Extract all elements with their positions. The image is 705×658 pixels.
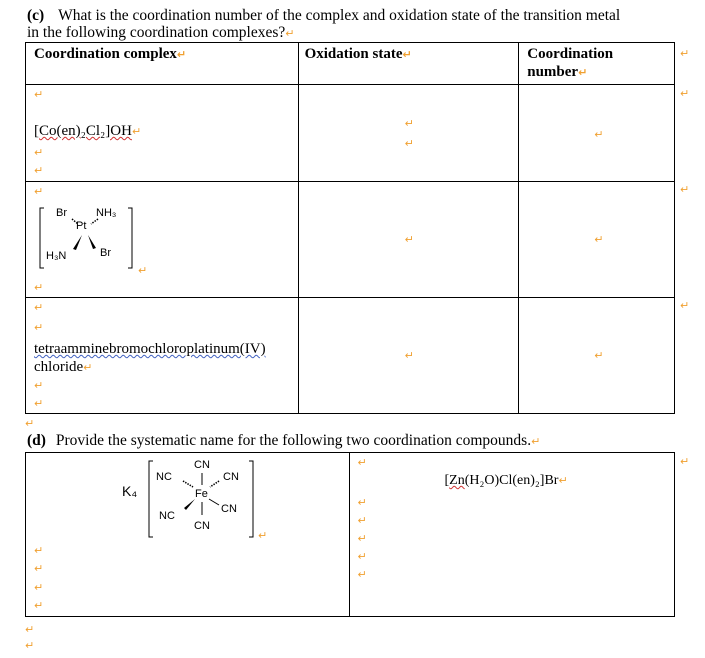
paragraph-mark-icon: ↵ [131, 125, 142, 138]
paragraph-mark-icon: ↵ [594, 128, 604, 141]
paragraph-mark-icon: ↵ [594, 349, 604, 362]
compounds-row [26, 453, 675, 617]
question-c-label: (c) [27, 7, 45, 24]
paragraph-mark-icon: ↵ [176, 48, 187, 61]
row3-coordination-cell [519, 298, 675, 414]
paragraph-mark-icon: ↵ [34, 379, 44, 392]
paragraph-mark-icon: ↵ [34, 544, 44, 557]
br-bottom-label: Br [100, 247, 111, 259]
question-c [27, 8, 697, 24]
row1-complex-formula [34, 123, 141, 140]
question-c-line1: What is the coordination number of the complex and oxidation state of the transition metal [58, 7, 621, 24]
cn-lower-right-label: CN [221, 503, 237, 515]
paragraph-mark-icon: ↵ [357, 568, 367, 581]
cn-top-label: CN [194, 459, 210, 471]
h3n-label: H₃N [46, 250, 67, 262]
paragraph-mark-icon: ↵ [357, 550, 367, 563]
paragraph-mark-icon: ↵ [34, 185, 44, 198]
paragraph-mark-icon: ↵ [34, 301, 44, 314]
row3-name-line2: chloride [34, 359, 84, 375]
paragraph-mark-icon: ↵ [357, 456, 367, 469]
paragraph-mark-icon: ↵ [34, 321, 44, 334]
header-coordination-label-1: Coordination [527, 46, 614, 62]
fe-label: Fe [195, 488, 208, 500]
paragraph-mark-icon: ↵ [404, 117, 414, 130]
row1-coordination-cell [519, 85, 675, 182]
nh3-label: NH₃ [96, 207, 117, 219]
question-c-line2-wrap [27, 25, 295, 41]
paragraph-mark-icon: ↵ [34, 599, 44, 612]
paragraph-mark-icon: ↵ [25, 623, 35, 636]
question-d-text: Provide the systematic name for the following two coordination compounds. [55, 432, 532, 449]
pt-label: Pt [76, 220, 87, 232]
compound1-cell [26, 453, 350, 617]
k4-label: K₄ [122, 483, 138, 499]
ferrocyanide-structure [121, 457, 271, 543]
paragraph-mark-icon: ↵ [404, 349, 414, 362]
compound2-rest: (H₂O)Cl(en)₂]Br [464, 473, 559, 488]
table-row-1 [26, 85, 675, 182]
paragraph-mark-icon: ↵ [34, 562, 44, 575]
paragraph-mark-icon: ↵ [680, 47, 690, 60]
header-complex [26, 43, 299, 85]
row3-complex-cell [26, 298, 299, 414]
question-d [27, 433, 540, 449]
cn-upper-right-label: CN [223, 471, 239, 483]
paragraph-mark-icon: ↵ [34, 281, 44, 294]
paragraph-mark-icon: ↵ [34, 397, 44, 410]
paragraph-mark-icon: ↵ [285, 27, 295, 40]
paragraph-mark-icon: ↵ [558, 474, 568, 487]
nc-lower-left-label: NC [159, 510, 175, 522]
paragraph-mark-icon: ↵ [34, 88, 44, 101]
compounds-table [25, 452, 675, 617]
header-coordination-label-2: number [527, 64, 579, 80]
paragraph-mark-icon: ↵ [258, 529, 268, 542]
paragraph-mark-icon: ↵ [578, 66, 588, 79]
row2-oxidation-cell [298, 182, 519, 298]
coordination-table [25, 42, 675, 414]
header-oxidation-label: Oxidation state [304, 46, 403, 62]
cn-bottom-label: CN [194, 520, 210, 532]
row2-coordination-cell [519, 182, 675, 298]
row1-formula-co: Co(en) [39, 123, 81, 139]
paragraph-mark-icon: ↵ [680, 299, 690, 312]
compound2-formula [445, 473, 568, 489]
platinum-complex-structure [36, 202, 148, 277]
row1-complex-cell [26, 85, 299, 182]
row3-complex-name [34, 340, 266, 376]
question-d-label: (d) [27, 432, 46, 449]
row2-complex-cell [26, 182, 299, 298]
paragraph-mark-icon: ↵ [404, 233, 414, 246]
row1-formula-rest: ₂Cl₂]OH [80, 123, 132, 139]
paragraph-mark-icon: ↵ [402, 48, 412, 61]
paragraph-mark-icon: ↵ [594, 233, 604, 246]
paragraph-mark-icon: ↵ [680, 87, 690, 100]
table-row-2 [26, 182, 675, 298]
row1-formula-prefix: [ [34, 123, 39, 139]
header-coordination [519, 43, 675, 85]
nc-upper-left-label: NC [156, 471, 172, 483]
row3-name-line1: tetraamminebromochloroplatinum(IV) [34, 341, 266, 357]
paragraph-mark-icon: ↵ [34, 581, 44, 594]
compound2-zn: Zn [449, 473, 465, 488]
paragraph-mark-icon: ↵ [357, 496, 367, 509]
paragraph-mark-icon: ↵ [357, 532, 367, 545]
platinum-complex-bonds [36, 202, 148, 277]
paragraph-mark-icon: ↵ [680, 183, 690, 196]
header-complex-label: Coordination complex [34, 46, 177, 62]
paragraph-mark-icon: ↵ [531, 435, 541, 448]
paragraph-mark-icon: ↵ [357, 514, 367, 527]
paragraph-mark-icon: ↵ [680, 455, 690, 468]
row3-oxidation-cell [298, 298, 519, 414]
paragraph-mark-icon: ↵ [34, 146, 44, 159]
paragraph-mark-icon: ↵ [34, 164, 44, 177]
question-c-line2: in the following coordination complexes? [27, 24, 286, 41]
paragraph-mark-icon: ↵ [83, 361, 93, 374]
br-top-label: Br [56, 207, 67, 219]
table-row-3 [26, 298, 675, 414]
table-header-row [26, 43, 675, 85]
paragraph-mark-icon: ↵ [25, 417, 35, 430]
paragraph-mark-icon: ↵ [404, 137, 414, 150]
compound2-cell [349, 453, 675, 617]
paragraph-mark-icon: ↵ [25, 639, 35, 652]
paragraph-mark-icon: ↵ [138, 264, 148, 277]
compound2-prefix: [ [444, 473, 450, 488]
header-oxidation [298, 43, 519, 85]
row1-oxidation-cell [298, 85, 519, 182]
